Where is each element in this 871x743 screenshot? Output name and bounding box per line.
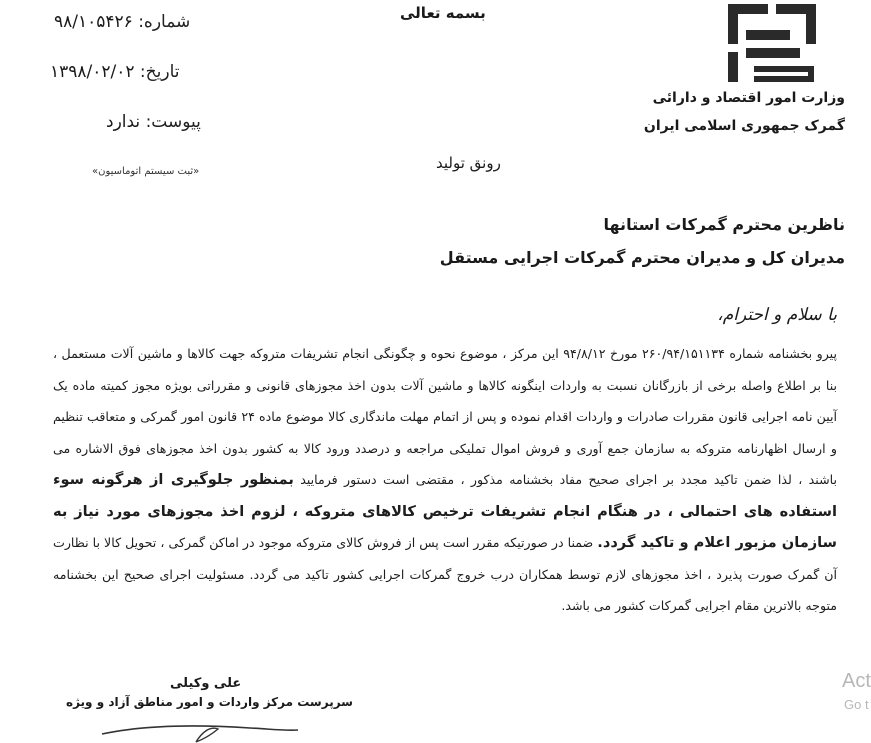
date-value: ۱۳۹۸/۰۲/۰۲ [50, 62, 135, 82]
customs-logo-icon [724, 0, 820, 86]
activation-watermark: Act [842, 670, 871, 692]
production-boom-note: رونق تولید [436, 154, 501, 172]
automation-note: «ثبت سیستم اتوماسیون» [92, 166, 200, 177]
letter-date [50, 62, 179, 82]
body-emphasis: بمنظور جلوگیری از هرگونه سوء استفاده های احتمالی ، در هنگام انجام تشریفات ترخیص کالاهای متروکه ، لزوم اخذ مجوزهای مورد نیاز به سازمان مزبور اعلام و تاکید گردد. [53, 471, 837, 551]
body-paragraph-part-2: ضمنا در صورتیکه مقرر است پس از فروش کالای متروکه موجود در اماکن گمرکی ، تحویل کالا با نظارت آن گمرک صورت پذیرد ، اخذ مجوزهای لازم توسط همکاران درب خروج گمرکات اجرایی کشور تاکید می گردد. مسئولیت اجرای صحیح این بخشنامه متوجه بالاترین مقام اجرایی گمرکات کشور می باشد. [53, 535, 837, 613]
number-value: ۹۸/۱۰۵۴۲۶ [54, 12, 133, 32]
signatory-name: علی وکیلی [170, 676, 242, 691]
ministry-name: وزارت امور اقتصاد و دارائی [652, 90, 845, 106]
handwritten-signature-icon [100, 712, 300, 743]
body-paragraph-part-1: پیرو بخشنامه شماره ۲۶۰/۹۴/۱۵۱۱۳۴ مورخ ۹۴/۸/۱۲ این مرکز ، موضوع نحوه و چگونگی انجام تشریفات متروکه جهت کالاها و ماشین آلات مستعمل ، بنا بر اطلاع واصله برخی از بازرگانان نسبت به واردات اینگونه کالاها و ماشین آلات بدون اخذ مجوزهای قانونی و مقرراتی بویژه مجوز کمیته ماده یک آیین نامه اجرایی قانون مقررات صادرات و واردات اقدام نموده و پس از اتمام مهلت ماندگاری کالا موضوع ماده ۲۴ قانون امور گمرکی و متعاقب تنظیم و ارسال اظهارنامه متروکه به سازمان جمع آوری و فروش اموال تملیکی مراجعه و درصدد ورود کالا به کشور بدون اخذ مجوزهای فوق الاشاره می باشند ، لذا ضمن تاکید مجدد بر اجرای صحیح مفاد بخشنامه مذکور ، مقتضی است دستور فرمایید [53, 346, 837, 487]
attachment-value: ندارد [106, 112, 141, 132]
organization-name: گمرک جمهوری اسلامی ایران [643, 118, 845, 134]
bismillah-heading: بسمه تعالی [400, 4, 486, 22]
greeting: با سلام و احترام، [717, 305, 837, 325]
addressee-line-2: مدیران کل و مدیران محترم گمرکات اجرایی مستقل [439, 248, 845, 267]
number-label: شماره: [138, 12, 191, 32]
letter-body [53, 338, 837, 622]
attachment-label: پیوست: [145, 112, 201, 132]
letter-number [54, 12, 190, 32]
addressee-line-1: ناظرین محترم گمرکات استانها [603, 215, 845, 234]
date-label: تاریخ: [139, 62, 180, 82]
letter-attachment [106, 112, 201, 132]
activation-watermark-sub: Go t [844, 697, 869, 712]
signatory-title: سرپرست مرکز واردات و امور مناطق آزاد و ویژه [66, 695, 353, 709]
